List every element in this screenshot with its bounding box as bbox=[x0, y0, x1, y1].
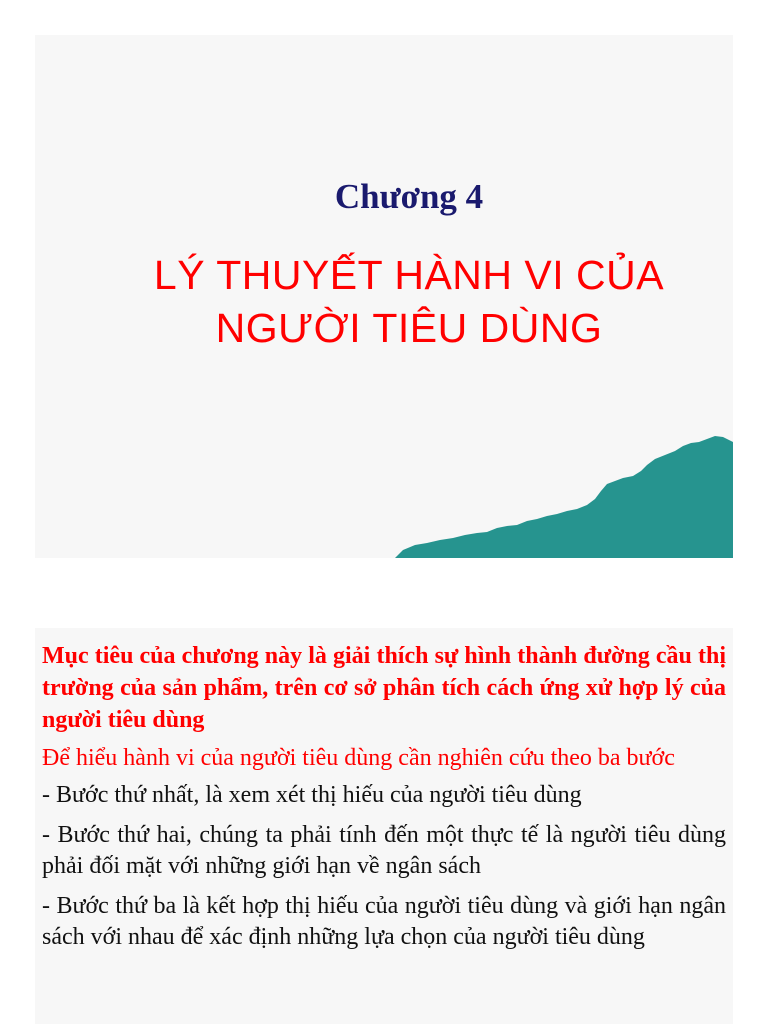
step-2: - Bước thứ hai, chúng ta phải tính đến một thực tế là người tiêu dùng phải đối mặt với những giới hạn về ngân sách bbox=[42, 822, 726, 879]
chapter-title-line-2: NGƯỜI TIÊU DÙNG bbox=[215, 305, 603, 351]
chapter-heading: Chương 4 bbox=[334, 177, 484, 216]
wave-shape bbox=[395, 436, 733, 558]
intro-text: Để hiểu hành vi của người tiêu dùng cần nghiên cứu theo ba bước bbox=[42, 745, 675, 771]
objective-text: Mục tiêu của chương này là giải thích sự hình thành đường cầu thị trường của sản phẩm, trên cơ sở phân tích cách ứng xử hợp lý của người tiêu dùng bbox=[42, 643, 726, 733]
cover-slide bbox=[35, 35, 733, 558]
content-slide bbox=[35, 628, 733, 1024]
step-3: - Bước thứ ba là kết hợp thị hiếu của người tiêu dùng và giới hạn ngân sách với nhau để xác định những lựa chọn của người tiêu dùng bbox=[42, 893, 726, 950]
step-1: - Bước thứ nhất, là xem xét thị hiếu của người tiêu dùng bbox=[42, 782, 582, 808]
teal-wave-decoration bbox=[35, 35, 733, 558]
content-body bbox=[42, 640, 726, 962]
chapter-title-line-1: LÝ THUYẾT HÀNH VI CỦA bbox=[153, 252, 665, 298]
